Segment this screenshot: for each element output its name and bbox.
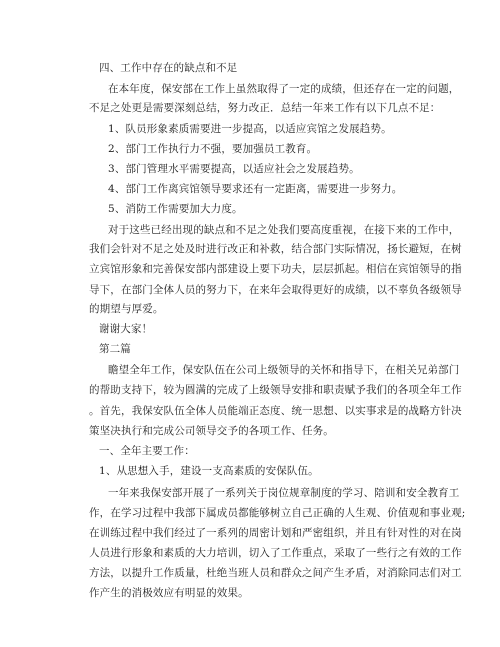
paragraph-line: 导下，在部门全体人员的努力下，在来年会取得更好的成绩，以不辜负各级领导: [89, 284, 462, 296]
list-item: 5、消防工作需要加大力度。: [108, 203, 243, 215]
section-heading-main-work: 一、全年主要工作：: [99, 445, 195, 457]
paragraph-line: 的期望与厚爱。: [89, 303, 164, 315]
closing-thanks: 谢谢大家！: [99, 323, 153, 335]
list-item: 2、部门工作执行力不强，要加强员工教育。: [108, 143, 318, 155]
paragraph-line: 不足之处更是需要深刻总结，努力改正．总结一年来工作有以下几点不足：: [89, 102, 441, 114]
paragraph-line: 的帮助支持下，较为圆满的完成了上级领导安排和职责赋予我们的各项全年工作: [89, 384, 462, 396]
paragraph-line: 人员进行形象和素质的大力培训，切入了工作重点，采取了一些行之有效的工作: [89, 547, 462, 559]
paragraph-line: 瞻望全年工作，保安队伍在公司上级领导的关怀和指导下，在相关兄弟部门: [108, 364, 460, 376]
paragraph-line: 我们会针对不足之处及时进行改正和补救，结合部门实际情况，扬长避短，在树: [89, 243, 462, 255]
section-title-part-two: 第二篇: [99, 343, 131, 355]
paragraph-line: 。首先，我保安队伍全体人员能端正态度、统一思想、以实事求是的战略方针决: [89, 405, 462, 417]
paragraph-line: 立宾馆形象和完善保安部内部建设上要下功夫，层层抓起。相信在宾馆领导的指: [89, 263, 462, 275]
paragraph-line: 作，在学习过程中我部下属成员都能够树立自己正确的人生观、价值观和事业观;: [89, 507, 466, 519]
paragraph-line: 在本年度，保安部在工作上虽然取得了一定的成绩，但还存在一定的问题，: [108, 83, 460, 95]
paragraph-line: 一年来我保安部开展了一系列关于岗位规章制度的学习、陪训和安全教育工: [108, 487, 460, 499]
list-item: 1、队员形象素质需要进一步提高，以适应宾馆之发展趋势。: [108, 123, 392, 135]
list-item: 4、部门工作离宾馆领导要求还有一定距离，需要进一步努力。: [108, 183, 403, 195]
list-item: 3、部门管理水平需要提高，以适应社会之发展趋势。: [108, 163, 360, 175]
paragraph-line: 作产生的消极效应有明显的效果。: [89, 587, 249, 599]
paragraph-line: 方法，以提升工作质量，杜绝当班人员和群众之间产生矛盾，对消除同志们对工: [89, 567, 462, 579]
paragraph-line: 对于这些已经出现的缺点和不足之处我们要高度重视，在接下来的工作中，: [108, 224, 460, 236]
section-heading-shortcomings: 四、工作中存在的缺点和不足: [99, 62, 238, 74]
list-item: 1、从思想入手，建设一支高素质的安保队伍。: [99, 465, 319, 477]
paragraph-line: 在训练过程中我们经过了一系列的周密计划和严密组织，并且有针对性的对在岗: [89, 527, 462, 539]
paragraph-line: 策坚决执行和完成公司领导交予的各项工作、任务。: [89, 425, 334, 437]
